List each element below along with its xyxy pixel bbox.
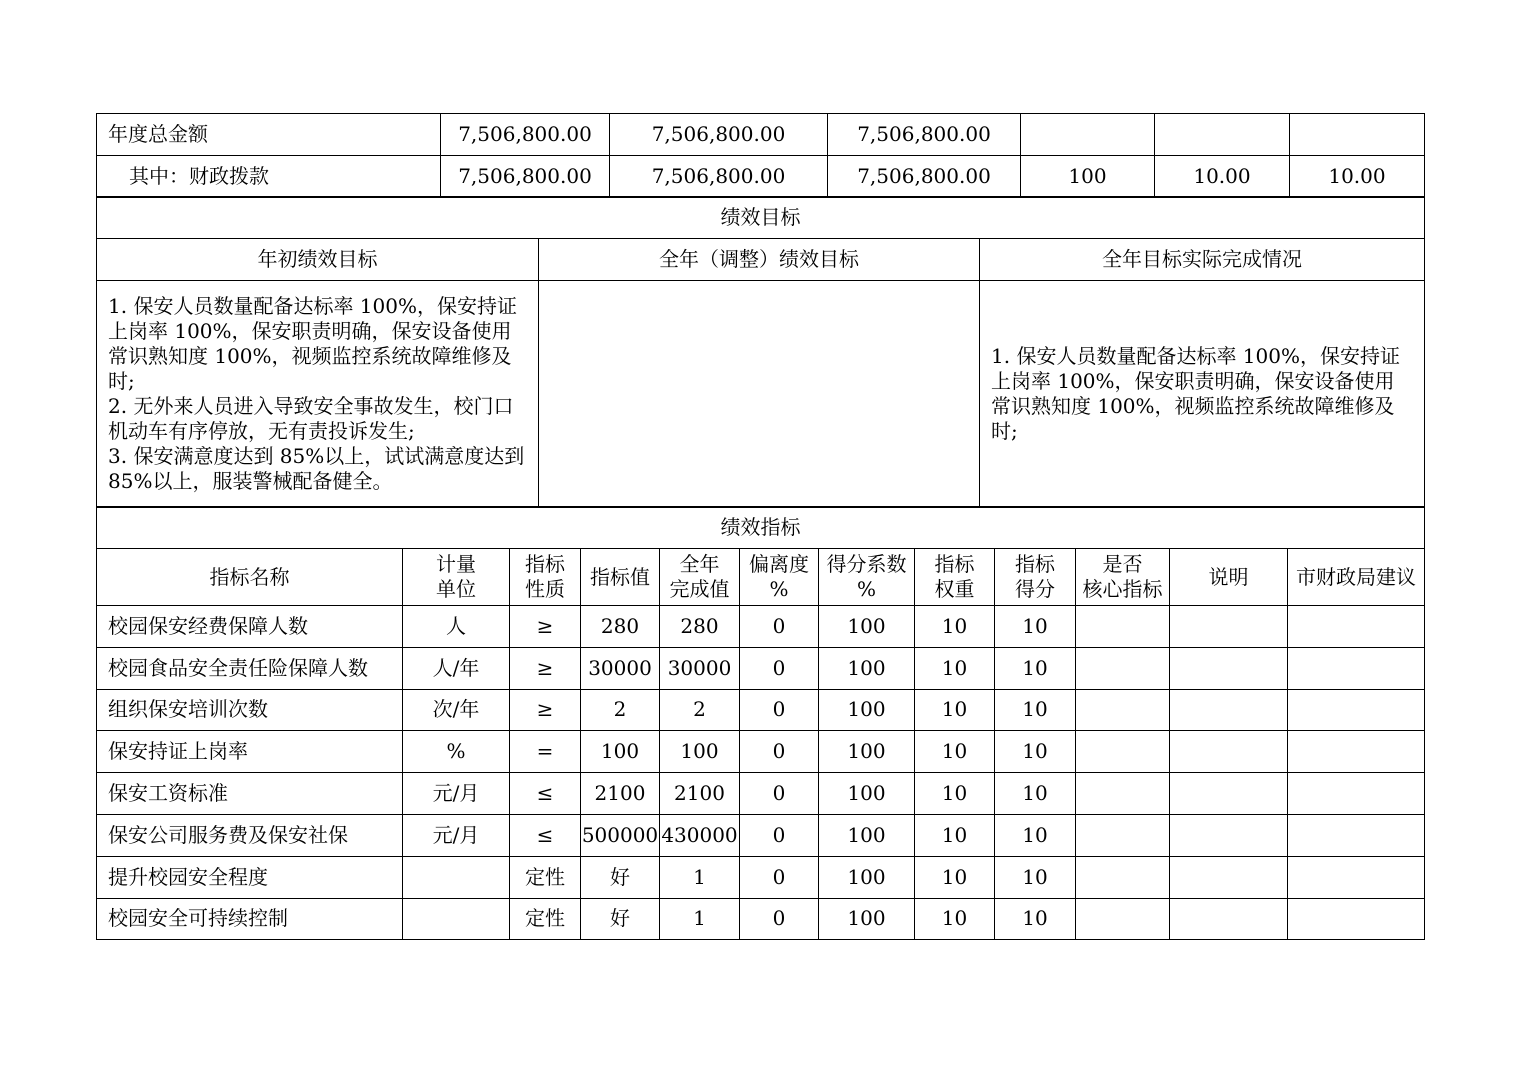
indicator-cell: 500000 <box>581 814 660 856</box>
funding-cell: 7,506,800.00 <box>610 114 828 156</box>
indicator-cell: 0 <box>740 898 819 940</box>
indicator-cell: 10 <box>995 856 1076 898</box>
actual-goal-line: 1. 保安人员数量配备达标率 100%，保安持证上岗率 100%，保安职责明确，保安设备使用常识熟知度 100%，视频监控系统故障维修及时; <box>991 344 1400 443</box>
funding-cell: 7,506,800.00 <box>441 114 610 156</box>
indicator-cell: 10 <box>915 898 995 940</box>
table-row <box>97 898 1425 940</box>
indicator-cell <box>1288 898 1425 940</box>
indicator-cell: 10 <box>995 689 1076 731</box>
indicator-name: 组织保安培训次数 <box>97 689 403 731</box>
indicator-cell <box>1288 773 1425 815</box>
header-line: % <box>856 577 876 601</box>
table-row <box>97 814 1425 856</box>
indicator-cell: 280 <box>660 606 740 648</box>
table-row <box>97 647 1425 689</box>
indicator-name: 保安公司服务费及保安社保 <box>97 814 403 856</box>
indicator-cell: 430000 <box>660 814 740 856</box>
indicator-cell <box>1170 898 1288 940</box>
header-line: 偏离度 <box>749 552 809 576</box>
header-line: 指标 <box>525 552 565 576</box>
indicator-cell: 10 <box>915 606 995 648</box>
indicator-cell <box>1170 856 1288 898</box>
funding-cell <box>1155 114 1290 156</box>
funding-cell: 7,506,800.00 <box>441 156 610 198</box>
indicator-name: 保安工资标准 <box>97 773 403 815</box>
indicator-cell: 100 <box>819 731 915 773</box>
indicator-cell: 人/年 <box>403 647 510 689</box>
indicators-header-cell <box>819 549 915 606</box>
funding-cell: 7,506,800.00 <box>610 156 828 198</box>
indicator-cell: 100 <box>819 856 915 898</box>
indicators-header-row <box>97 549 1425 606</box>
indicator-cell: 次/年 <box>403 689 510 731</box>
indicator-cell: 10 <box>915 814 995 856</box>
header-line: 权重 <box>934 577 975 601</box>
indicator-cell: 10 <box>915 647 995 689</box>
indicator-cell: 100 <box>581 731 660 773</box>
indicator-cell: 2100 <box>660 773 740 815</box>
funding-row-label: 年度总金额 <box>97 114 441 156</box>
indicator-cell <box>403 856 510 898</box>
indicator-cell: = <box>510 731 581 773</box>
performance-indicators-table <box>96 506 1425 940</box>
indicators-header-cell <box>97 549 403 606</box>
funding-row <box>97 156 1425 198</box>
indicator-cell: 30000 <box>581 647 660 689</box>
indicator-cell: 定性 <box>510 898 581 940</box>
initial-goals-text <box>97 281 539 508</box>
indicator-cell: 2 <box>581 689 660 731</box>
table-row <box>97 689 1425 731</box>
actual-completion-text <box>980 281 1425 508</box>
indicator-cell: ≥ <box>510 606 581 648</box>
indicator-cell: 2100 <box>581 773 660 815</box>
indicator-cell: 100 <box>819 689 915 731</box>
indicator-cell: 0 <box>740 606 819 648</box>
header-line: 单位 <box>436 577 476 601</box>
indicator-cell: 10 <box>995 898 1076 940</box>
indicator-cell: ≥ <box>510 647 581 689</box>
indicator-cell <box>1170 814 1288 856</box>
funding-cell: 7,506,800.00 <box>828 114 1021 156</box>
indicator-cell: ≤ <box>510 814 581 856</box>
funding-cell <box>1021 114 1155 156</box>
initial-goal-line: 1. 保安人员数量配备达标率 100%，保安持证上岗率 100%，保安职责明确，保安设备使用常识熟知度 100%，视频监控系统故障维修及时; <box>108 294 517 393</box>
header-line: 市财政局建议 <box>1296 564 1416 589</box>
indicator-cell <box>1076 647 1170 689</box>
indicators-header-cell <box>995 549 1076 606</box>
indicator-cell: 10 <box>995 773 1076 815</box>
indicator-cell: 10 <box>915 856 995 898</box>
indicator-cell: 100 <box>819 773 915 815</box>
indicator-cell <box>1076 689 1170 731</box>
header-line: 完成值 <box>669 577 730 601</box>
indicator-cell: 10 <box>995 606 1076 648</box>
indicator-cell <box>1288 814 1425 856</box>
goals-header-initial: 年初绩效目标 <box>97 239 539 281</box>
header-line: 性质 <box>525 577 565 601</box>
funding-cell: 100 <box>1021 156 1155 198</box>
indicator-name: 保安持证上岗率 <box>97 731 403 773</box>
header-line: 指标 <box>934 552 975 576</box>
indicator-cell: 100 <box>819 647 915 689</box>
funding-cell <box>1290 114 1425 156</box>
indicator-cell: 0 <box>740 731 819 773</box>
indicator-cell: 10 <box>995 647 1076 689</box>
indicator-cell <box>1170 773 1288 815</box>
indicator-cell: 元/月 <box>403 814 510 856</box>
indicator-cell <box>1076 898 1170 940</box>
indicators-header-cell <box>1288 549 1425 606</box>
header-line: 得分系数 <box>826 552 907 576</box>
indicator-name: 校园食品安全责任险保障人数 <box>97 647 403 689</box>
indicator-cell: 10 <box>915 731 995 773</box>
indicator-cell <box>1288 856 1425 898</box>
indicator-cell: 100 <box>660 731 740 773</box>
indicators-header-cell <box>581 549 660 606</box>
header-line: 指标 <box>1015 552 1055 576</box>
table-row <box>97 856 1425 898</box>
goals-header-actual: 全年目标实际完成情况 <box>980 239 1425 281</box>
table-row <box>97 731 1425 773</box>
performance-goals-table <box>96 196 1425 508</box>
indicator-name: 校园保安经费保障人数 <box>97 606 403 648</box>
indicator-cell <box>1288 689 1425 731</box>
indicator-cell: 定性 <box>510 856 581 898</box>
header-line: 是否 <box>1102 552 1143 576</box>
indicators-header-cell <box>1076 549 1170 606</box>
indicator-name: 校园安全可持续控制 <box>97 898 403 940</box>
header-line: 核心指标 <box>1082 577 1163 601</box>
header-line: 得分 <box>1015 577 1055 601</box>
indicator-cell: 280 <box>581 606 660 648</box>
indicators-header-cell <box>915 549 995 606</box>
indicator-cell <box>1288 731 1425 773</box>
indicators-header-cell <box>1170 549 1288 606</box>
indicator-cell: 好 <box>581 856 660 898</box>
funding-row-label: 其中：财政拨款 <box>97 156 441 198</box>
indicator-cell: 10 <box>995 731 1076 773</box>
indicators-header-cell <box>510 549 581 606</box>
goals-header-adjusted: 全年（调整）绩效目标 <box>539 239 980 281</box>
indicator-cell: 10 <box>995 814 1076 856</box>
table-row <box>97 773 1425 815</box>
indicator-cell: 10 <box>915 689 995 731</box>
indicator-cell: 1 <box>660 856 740 898</box>
funding-cell: 7,506,800.00 <box>828 156 1021 198</box>
indicator-cell: 10 <box>915 773 995 815</box>
indicators-header-cell <box>660 549 740 606</box>
indicator-cell <box>1076 606 1170 648</box>
indicator-cell: 100 <box>819 606 915 648</box>
indicator-cell <box>1170 689 1288 731</box>
indicator-cell: 2 <box>660 689 740 731</box>
header-line: % <box>769 577 789 601</box>
indicator-cell: 0 <box>740 647 819 689</box>
funding-row <box>97 114 1425 156</box>
indicators-section-title: 绩效指标 <box>97 507 1425 549</box>
indicator-cell <box>1288 606 1425 648</box>
indicator-cell: 30000 <box>660 647 740 689</box>
header-line: 计量 <box>436 552 476 576</box>
indicator-cell <box>1076 731 1170 773</box>
indicator-cell: 1 <box>660 898 740 940</box>
header-line: 全年 <box>679 552 720 576</box>
indicator-cell: ≥ <box>510 689 581 731</box>
funding-cell: 10.00 <box>1155 156 1290 198</box>
initial-goal-line: 2. 无外来人员进入导致安全事故发生，校门口机动车有序停放，无有责投诉发生; <box>108 394 514 443</box>
indicator-cell: 人 <box>403 606 510 648</box>
indicator-cell: 0 <box>740 814 819 856</box>
indicator-cell: 0 <box>740 773 819 815</box>
indicator-cell: 好 <box>581 898 660 940</box>
funding-table <box>96 113 1425 198</box>
indicators-header-cell <box>740 549 819 606</box>
indicator-cell <box>1288 647 1425 689</box>
initial-goal-line: 3. 保安满意度达到 85%以上，试试满意度达到 85%以上，服装警械配备健全。 <box>108 444 525 493</box>
indicator-cell: ≤ <box>510 773 581 815</box>
indicators-header-cell <box>403 549 510 606</box>
table-row <box>97 606 1425 648</box>
indicator-name: 提升校园安全程度 <box>97 856 403 898</box>
header-line: 指标值 <box>590 564 650 589</box>
indicator-cell <box>1170 647 1288 689</box>
indicator-cell: 100 <box>819 898 915 940</box>
indicator-cell <box>1076 773 1170 815</box>
indicator-cell: 0 <box>740 689 819 731</box>
indicator-cell <box>1076 856 1170 898</box>
funding-cell: 10.00 <box>1290 156 1425 198</box>
indicator-cell: % <box>403 731 510 773</box>
adjusted-goals-text <box>539 281 980 508</box>
header-line: 指标名称 <box>209 564 290 589</box>
indicator-cell <box>1170 606 1288 648</box>
indicator-cell: 元/月 <box>403 773 510 815</box>
indicator-cell <box>1076 814 1170 856</box>
goals-section-title: 绩效目标 <box>97 197 1425 239</box>
indicator-cell: 100 <box>819 814 915 856</box>
indicator-cell <box>1170 731 1288 773</box>
header-line: 说明 <box>1208 564 1249 589</box>
indicator-cell: 0 <box>740 856 819 898</box>
indicator-cell <box>403 898 510 940</box>
